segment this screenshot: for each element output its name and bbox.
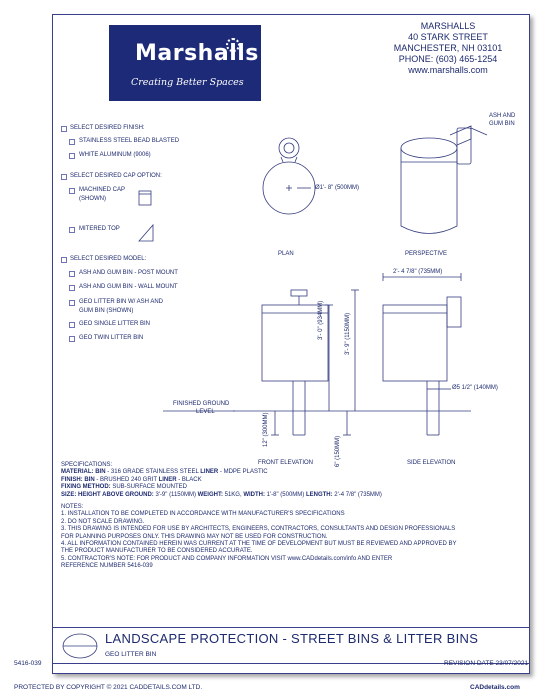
model-option: GEO TWIN LITTER BIN xyxy=(79,335,144,341)
cap-option-machined: MACHINED CAP xyxy=(79,187,126,193)
perspective-ash-bin xyxy=(457,128,471,164)
reference-number: 5416-039 xyxy=(14,660,42,667)
company-name: MARSHALLS xyxy=(420,21,476,31)
model-option: GEO LITTER BIN W/ ASH AND xyxy=(79,299,164,305)
drawing-sheet xyxy=(52,14,530,674)
logo-brand: Marshalls xyxy=(135,41,259,66)
model-option-continued: GUM BIN (SHOWN) xyxy=(79,308,134,314)
ground-label-2: LEVEL xyxy=(196,409,215,415)
spec-finish: FINISH: BIN - BRUSHED 240 GRIT LINER - BLACK xyxy=(61,476,202,483)
model-heading: SELECT DESIRED MODEL: xyxy=(70,256,147,262)
note-line: 2. DO NOT SCALE DRAWING. xyxy=(61,518,145,525)
mitered-top-icon xyxy=(139,225,153,241)
notes-heading: NOTES: xyxy=(61,504,84,511)
note-line: 3. THIS DRAWING IS INTENDED FOR USE BY ARCHITECTS, ENGINEERS, CONTRACTORS, CONSULTANTS AND DESIGN PROFESSIONALS xyxy=(61,526,456,533)
machined-cap-icon xyxy=(139,191,151,205)
drawing-title: LANDSCAPE PROTECTION - STREET BINS & LITTER BINS xyxy=(105,631,479,646)
drawing-subtitle: GEO LITTER BIN xyxy=(105,651,157,658)
spec-material: MATERIAL: BIN - 316 GRADE STAINLESS STEEL LINER - MDPE PLASTIC xyxy=(61,469,268,476)
model-option: ASH AND GUM BIN - WALL MOUNT xyxy=(79,284,178,290)
plan-cap-circle xyxy=(279,138,299,158)
note-line: 1. INSTALLATION TO BE COMPLETED IN ACCORDANCE WITH MANUFACTURER'S SPECIFICATIONS xyxy=(61,511,345,518)
side-ash-bin xyxy=(447,297,461,327)
note-line: 4. ALL INFORMATION CONTAINED HEREIN WAS CURRENT AT THE TIME OF DEVELOPMENT BUT MUST BE REVIEWED AND APPROVED BY xyxy=(61,541,457,548)
specifications xyxy=(61,462,457,571)
front-cap xyxy=(291,290,307,296)
company-phone: PHONE: (603) 465-1254 xyxy=(398,54,498,64)
front-elevation-label: FRONT ELEVATION xyxy=(258,460,314,466)
ash-bin-label: ASH AND xyxy=(489,113,516,119)
width-dimension: 2'- 4 7/8" (735MM) xyxy=(393,269,443,275)
embed-12-dim: 12" (300MM) xyxy=(263,412,269,447)
side-elevation-label: SIDE ELEVATION xyxy=(407,460,456,466)
company-city: MANCHESTER, NH 03101 xyxy=(393,43,503,53)
embed-6-dim: 6" (150MM) xyxy=(335,435,341,467)
plan-label: PLAN xyxy=(278,251,294,257)
logo-tagline: Creating Better Spaces xyxy=(131,77,244,88)
ash-bin-label-2: GUM BIN xyxy=(489,121,515,127)
note-line: REFERENCE NUMBER 5416-039 xyxy=(61,563,153,570)
technical-drawing xyxy=(53,15,529,485)
side-bin-body xyxy=(383,305,447,381)
perspective-label: PERSPECTIVE xyxy=(405,251,448,257)
spec-heading: SPECIFICATIONS: xyxy=(61,462,113,468)
plan-diameter-label: Ø1'- 8" (500MM) xyxy=(315,185,359,191)
body-height-dim: 3'- 0" (934MM) xyxy=(318,300,324,340)
cap-option-mitered: MITERED TOP xyxy=(79,226,120,232)
perspective-bin-body xyxy=(401,148,457,234)
company-website[interactable]: www.marshalls.com xyxy=(408,65,488,75)
model-option: ASH AND GUM BIN - POST MOUNT xyxy=(79,270,178,276)
caddetails-link[interactable]: CADdetails.com xyxy=(470,684,520,691)
note-line: FOR PLANNING PURPOSES ONLY. THIS DRAWING MAY NOT BE USED FOR CONSTRUCTION. xyxy=(61,533,328,540)
ground-label: FINISHED GROUND xyxy=(173,401,230,407)
title-block-symbol xyxy=(61,632,99,660)
post-diameter: Ø5 1/2" (140MM) xyxy=(452,385,498,391)
spec-fixing: FIXING METHOD: SUB-SURFACE MOUNTED xyxy=(61,484,188,491)
spec-size: SIZE: HEIGHT ABOVE GROUND: 3'-9" (1150MM) WEIGHT: 51KG, WIDTH: 1'-8" (500MM) LENGTH: 2'-4 7/8" (735MM) xyxy=(61,491,382,498)
finish-option: STAINLESS STEEL BEAD BLASTED xyxy=(79,138,180,144)
copyright-notice: PROTECTED BY COPYRIGHT © 2021 CADDETAILS.COM LTD. xyxy=(14,684,203,691)
cap-heading: SELECT DESIRED CAP OPTION: xyxy=(70,173,162,179)
model-option: GEO SINGLE LITTER BIN xyxy=(79,321,151,327)
finish-option: WHITE ALUMINUM (9006) xyxy=(79,152,151,158)
finish-heading: SELECT DESIRED FINISH: xyxy=(70,125,145,131)
cap-option-machined-note: (SHOWN) xyxy=(79,196,106,202)
title-block xyxy=(53,627,529,663)
note-line: 5. CONTRACTOR'S NOTE: FOR PRODUCT AND COMPANY INFORMATION VISIT www.CADdetails.com/info AND ENTER xyxy=(61,555,393,562)
total-height-dim: 3'- 9" (1150MM) xyxy=(345,312,351,355)
note-line: THE PRODUCT MANUFACTURER TO BE CONSIDERED ACCURATE. xyxy=(61,548,253,555)
revision-date: REVISION DATE 23/07/2021 xyxy=(444,660,529,667)
company-street: 40 STARK STREET xyxy=(408,32,488,42)
